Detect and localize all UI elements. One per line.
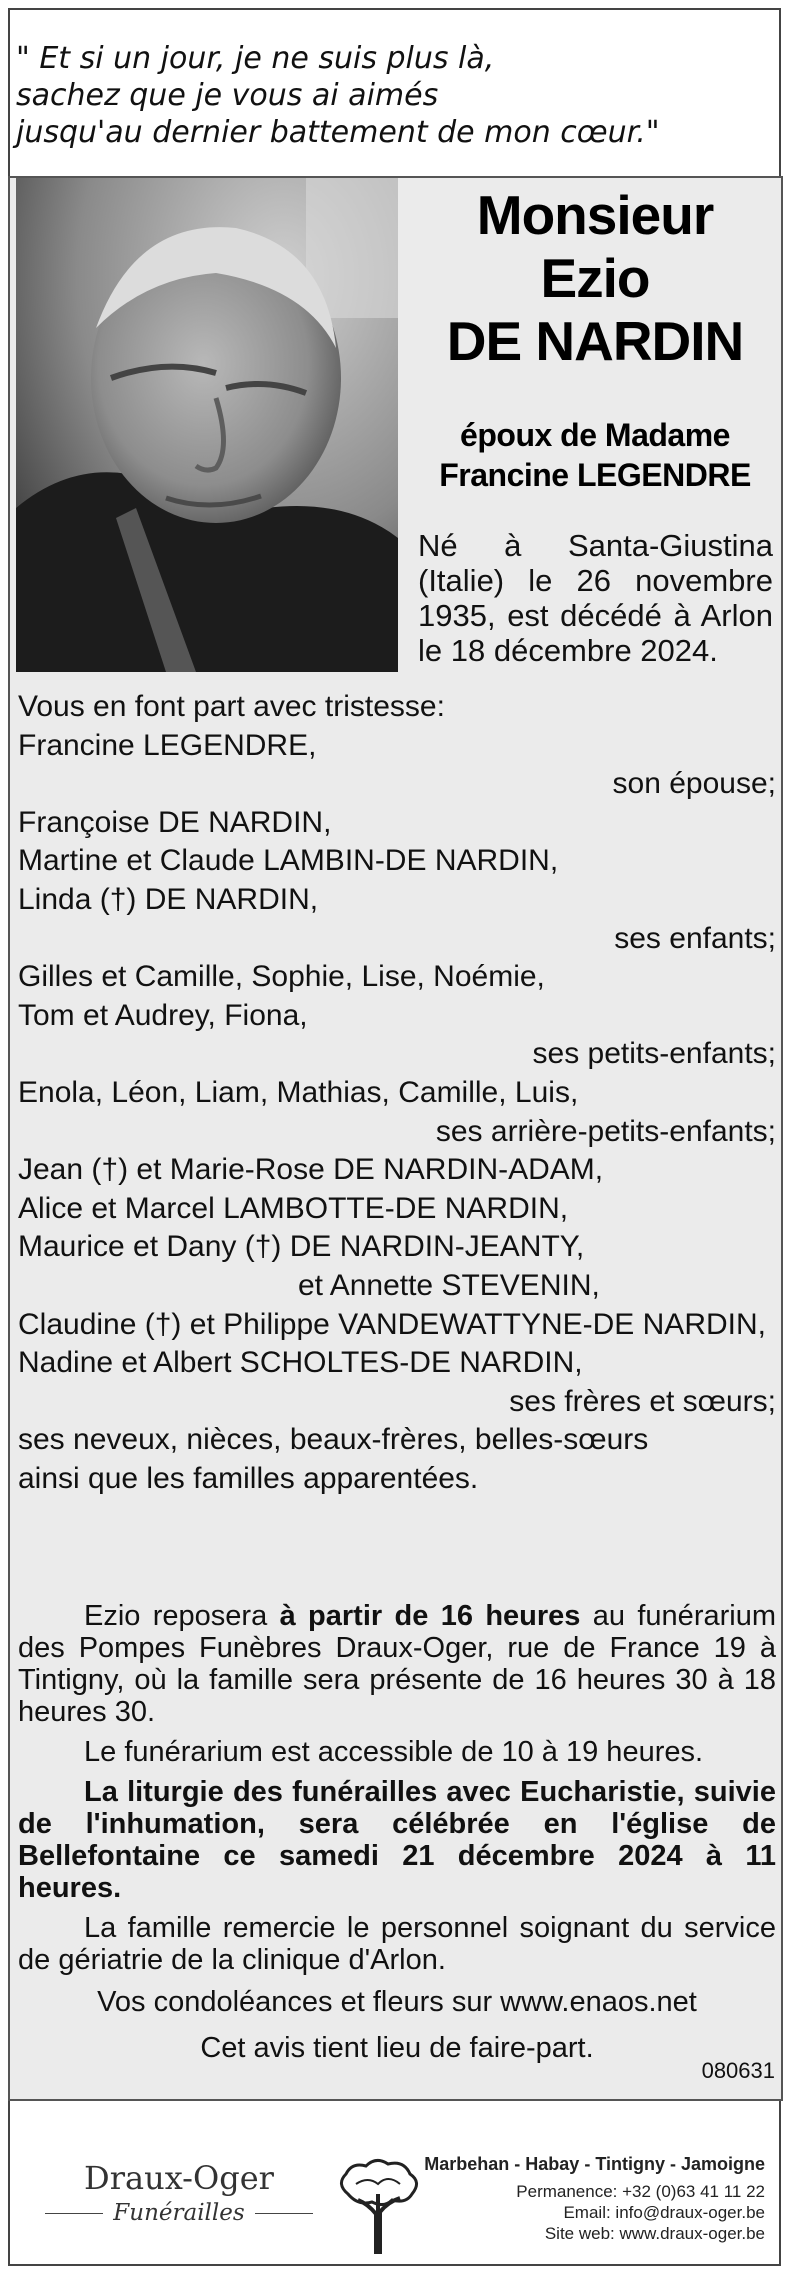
phone: Permanence: +32 (0)63 41 11 22 <box>516 2182 765 2201</box>
divider <box>45 2213 103 2214</box>
tree-logo-icon <box>328 2154 428 2256</box>
visitation-text: au funérarium des Pompes Funèbres Draux-Oger, rue de France 19 à Tintigny, où la famille sera présente de 16 heures 30 à 18 heures 30. <box>18 1600 776 1728</box>
family-line: Martine et Claude LAMBIN-DE NARDIN, <box>18 844 559 878</box>
family-line: Jean (†) et Marie-Rose DE NARDIN-ADAM, <box>18 1153 604 1187</box>
family-line: Maurice et Dany (†) DE NARDIN-JEANTY, <box>18 1230 585 1264</box>
brand-tagline <box>44 2198 314 2228</box>
quote-line: sachez que je vous ai aimés <box>16 78 439 113</box>
family-line: Gilles et Camille, Sophie, Lise, Noémie, <box>18 960 545 994</box>
branch-towns: Marbehan - Habay - Tintigny - Jamoigne <box>424 2154 765 2174</box>
relation-label: ses enfants; <box>614 921 776 955</box>
email: Email: info@draux-oger.be <box>563 2203 765 2222</box>
quote-line: " Et si un jour, je ne suis plus là, <box>16 41 495 76</box>
contact-info <box>424 2154 765 2244</box>
portrait-photo <box>16 178 398 672</box>
notice-line: Cet avis tient lieu de faire-part. <box>200 2032 594 2064</box>
epitaph-quote <box>16 40 736 151</box>
portrait-image <box>16 178 398 672</box>
reference-number: 080631 <box>701 2058 775 2083</box>
condolences-line: Vos condoléances et fleurs sur www.enaos.net <box>97 1986 697 2018</box>
relation-label: ses arrière-petits-enfants; <box>435 1114 776 1148</box>
brand-sub: Funérailles <box>113 2200 245 2226</box>
honorific: Monsieur <box>476 184 714 246</box>
family-line: ses neveux, nièces, beaux-frères, belles-sœurs <box>18 1423 649 1457</box>
relation-label: son épouse; <box>612 767 776 801</box>
relation-label: ses petits-enfants; <box>532 1037 776 1071</box>
quote-line: jusqu'au dernier battement de mon cœur." <box>16 115 660 150</box>
funeral-home-footer <box>8 2102 783 2268</box>
visitation-time: à partir de 16 heures <box>279 1600 581 1632</box>
family-line: Nadine et Albert SCHOLTES-DE NARDIN, <box>18 1346 583 1380</box>
first-name: Ezio <box>540 247 650 309</box>
relation-label: ses frères et sœurs; <box>509 1384 776 1418</box>
spouse-name: Francine LEGENDRE <box>439 457 751 493</box>
website: Site web: www.draux-oger.be <box>544 2224 765 2243</box>
family-line: Enola, Léon, Liam, Mathias, Camille, Luis, <box>18 1075 579 1109</box>
family-line: Claudine (†) et Philippe VANDEWATTYNE-DE NARDIN, <box>18 1307 766 1341</box>
family-line: ainsi que les familles apparentées. <box>18 1461 479 1495</box>
ceremony-details <box>18 1600 776 2076</box>
family-line: Françoise DE NARDIN, <box>18 805 332 839</box>
last-name: DE NARDIN <box>446 310 744 372</box>
family-line: Francine LEGENDRE, <box>18 728 317 762</box>
spouse-line: époux de Madame <box>460 417 730 453</box>
family-line: et Annette STEVENIN, <box>298 1268 600 1302</box>
family-line: Alice et Marcel LAMBOTTE-DE NARDIN, <box>18 1191 569 1225</box>
brand-name: Draux-Oger <box>84 2159 274 2197</box>
spouse-info <box>410 415 780 495</box>
divider <box>255 2213 313 2214</box>
family-list <box>18 688 776 1498</box>
visitation-paragraph <box>18 1600 776 1728</box>
liturgy-paragraph: La liturgie des funérailles avec Eucharistie, suivie de l'inhumation, sera célébrée en l'église de Bellefontaine ce samedi 21 décembre 2024 à 11 heures. <box>18 1776 776 1904</box>
birth-death-text: Né à Santa-Giustina (Italie) le 26 novembre 1935, est décédé à Arlon le 18 décembre 2024. <box>418 528 773 668</box>
hours-paragraph: Le funérarium est accessible de 10 à 19 heures. <box>84 1736 704 1768</box>
deceased-name <box>410 184 780 373</box>
family-line: Tom et Audrey, Fiona, <box>18 998 308 1032</box>
family-line: Vous en font part avec tristesse: <box>18 690 445 723</box>
family-line: Linda (†) DE NARDIN, <box>18 882 319 916</box>
thanks-paragraph: La famille remercie le personnel soignant du service de gériatrie de la clinique d'Arlon. <box>18 1912 776 1976</box>
funeral-home-logo <box>44 2158 314 2228</box>
visitation-text: Ezio reposera <box>84 1600 280 1632</box>
